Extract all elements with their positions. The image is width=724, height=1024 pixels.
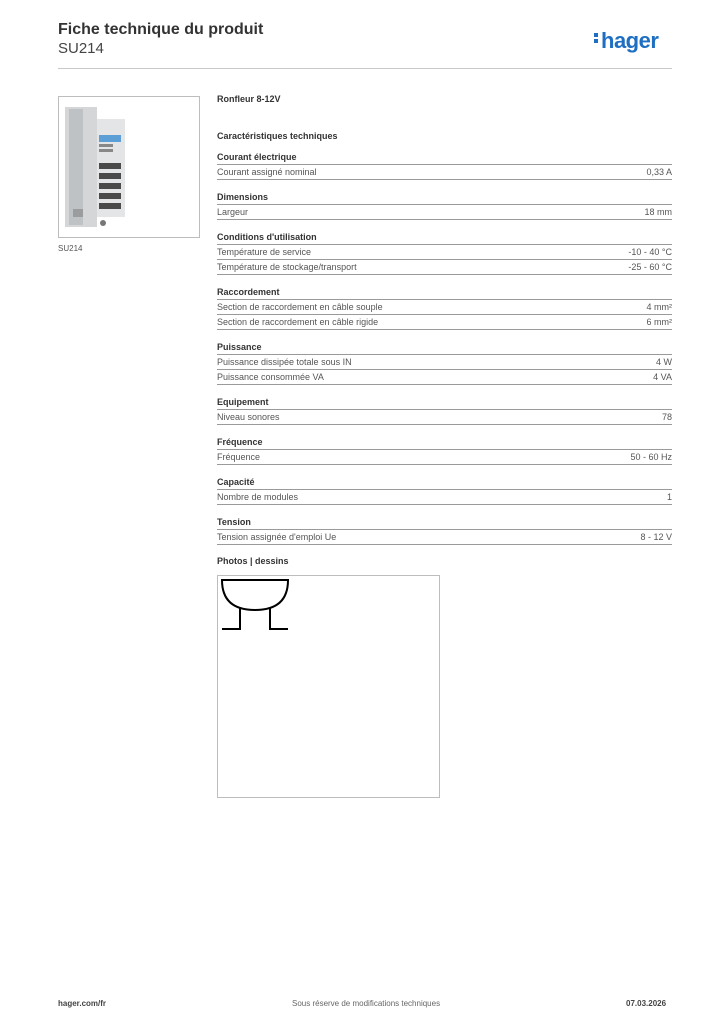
spec-label: Température de service <box>217 247 312 257</box>
spec-section <box>217 192 672 220</box>
spec-row <box>217 530 672 545</box>
product-photo <box>58 96 200 238</box>
spec-row <box>217 490 672 505</box>
spec-label: Section de raccordement en câble rigide <box>217 317 379 327</box>
section-title: Tension <box>217 517 672 530</box>
spec-value: 4 W <box>655 357 672 367</box>
page-title: Fiche technique du produit <box>58 21 264 38</box>
spec-label: Largeur <box>217 207 249 217</box>
spec-value: 50 - 60 Hz <box>630 452 672 462</box>
footer-disclaimer: Sous réserve de modifications techniques <box>292 999 441 1008</box>
spec-row <box>217 245 672 260</box>
hager-logo <box>594 28 658 54</box>
spec-value: 18 mm <box>644 207 672 217</box>
logo-dots-icon <box>594 31 599 45</box>
product-name: Ronfleur 8-12V <box>217 94 281 104</box>
din-rail-module-icon <box>59 97 199 237</box>
spec-label: Puissance consommée VA <box>217 372 324 382</box>
spec-value: 4 mm² <box>646 302 672 312</box>
logo-text: hager <box>601 28 659 53</box>
spec-section <box>217 477 672 505</box>
section-title: Fréquence <box>217 437 672 450</box>
section-title: Puissance <box>217 342 672 355</box>
section-title: Raccordement <box>217 287 672 300</box>
spec-section <box>217 232 672 275</box>
spec-label: Niveau sonores <box>217 412 280 422</box>
spec-section <box>217 397 672 425</box>
spec-heading: Caractéristiques techniques <box>217 131 338 141</box>
spec-row <box>217 450 672 465</box>
footer-date: 07.03.2026 <box>626 999 667 1008</box>
section-title: Courant électrique <box>217 152 672 165</box>
photo-caption: SU214 <box>58 244 83 253</box>
spec-row <box>217 165 672 180</box>
spec-value: 78 <box>661 412 672 422</box>
spec-value: -25 - 60 °C <box>628 262 672 272</box>
spec-value: 6 mm² <box>646 317 672 327</box>
section-title: Capacité <box>217 477 672 490</box>
spec-section <box>217 287 672 330</box>
section-title: Conditions d'utilisation <box>217 232 672 245</box>
spec-row <box>217 300 672 315</box>
footer-website[interactable]: hager.com/fr <box>58 999 107 1008</box>
spec-content <box>217 94 672 557</box>
section-title: Equipement <box>217 397 672 410</box>
product-reference: SU214 <box>58 40 104 57</box>
spec-label: Nombre de modules <box>217 492 299 502</box>
spec-row <box>217 205 672 220</box>
spec-section <box>217 342 672 385</box>
spec-row <box>217 355 672 370</box>
spec-value: -10 - 40 °C <box>628 247 672 257</box>
spec-value: 0,33 A <box>646 167 672 177</box>
spec-value: 1 <box>666 492 672 502</box>
spec-row <box>217 410 672 425</box>
photos-heading: Photos | dessins <box>217 556 289 566</box>
spec-sections <box>217 152 672 545</box>
spec-section <box>217 437 672 465</box>
spec-row <box>217 260 672 275</box>
spec-label: Puissance dissipée totale sous IN <box>217 357 352 367</box>
spec-label: Courant assigné nominal <box>217 167 317 177</box>
spec-label: Section de raccordement en câble souple <box>217 302 383 312</box>
spec-label: Fréquence <box>217 452 261 462</box>
spec-label: Tension assignée d'emploi Ue <box>217 532 337 542</box>
header-divider <box>58 68 672 69</box>
spec-label: Température de stockage/transport <box>217 262 357 272</box>
buzzer-symbol-icon <box>218 576 439 797</box>
spec-value: 4 VA <box>653 372 672 382</box>
buzzer-drawing <box>217 575 440 798</box>
spec-row <box>217 370 672 385</box>
section-title: Dimensions <box>217 192 672 205</box>
spec-value: 8 - 12 V <box>640 532 672 542</box>
spec-section <box>217 517 672 545</box>
spec-row <box>217 315 672 330</box>
spec-section <box>217 152 672 180</box>
